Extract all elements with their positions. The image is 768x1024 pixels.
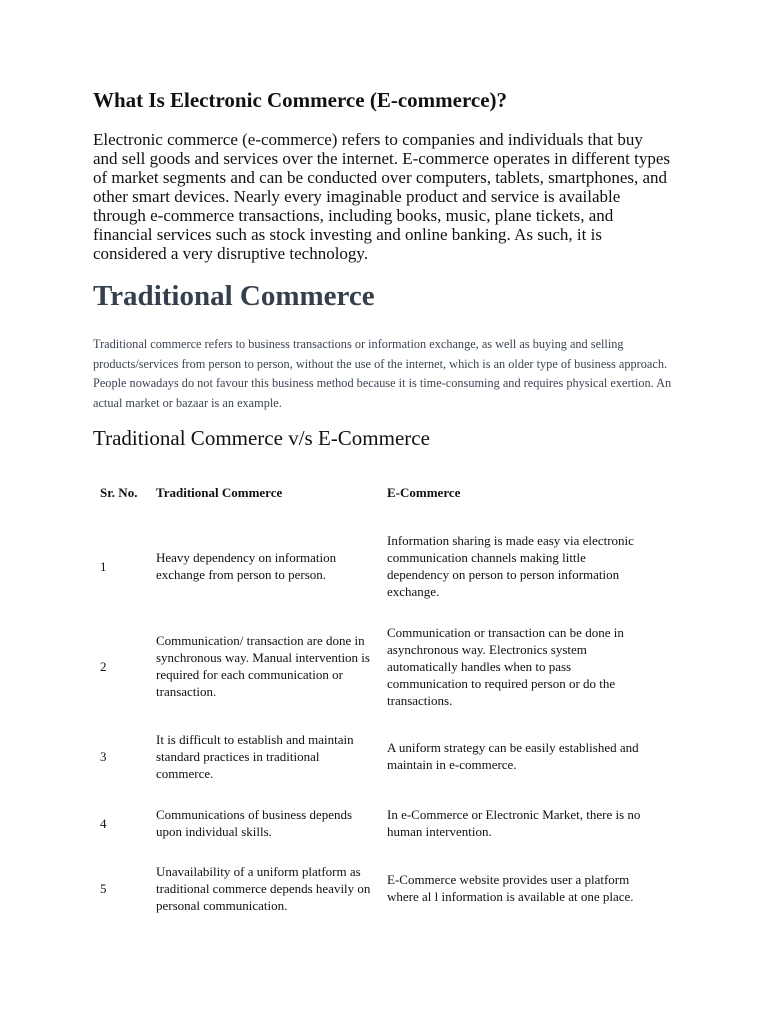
cell-ecommerce: A uniform strategy can be easily established and maintain in e-commerce.: [387, 740, 639, 772]
cell-traditional: Communication/ transaction are done in synchronous way. Manual intervention is required for each communication or transaction.: [156, 633, 370, 699]
ecommerce-paragraph: Electronic commerce (e-commerce) refers to companies and individuals that buy and sell goods and services over the internet. E-commerce operates in different types of market segments and can be conducted over computers, tablets, smartphones, and other smart devices. Nearly every imaginable product and service is available through e-commerce transactions, including books, music, plane tickets, and financial services such as stock investing and online banking. As such, it is considered a very disruptive technology.: [93, 130, 671, 263]
cell-sr: 5: [100, 880, 107, 896]
cell-ecommerce: Communication or transaction can be done in asynchronous way. Electronics system automatically handles when to pass communication to required person or do the transactions.: [387, 624, 624, 708]
table-row: [93, 798, 651, 848]
heading-comparison: Traditional Commerce v/s E-Commerce: [93, 426, 430, 450]
cell-sr: 4: [100, 815, 107, 831]
table-row: [93, 514, 651, 618]
cell-sr: 1: [100, 558, 107, 574]
table-row: [93, 618, 651, 714]
header-sr-no: Sr. No.: [100, 484, 138, 500]
cell-sr: 3: [100, 748, 107, 764]
traditional-commerce-paragraph: Traditional commerce refers to business transactions or information exchange, as well as buying and selling products/services from person to person, without the use of the internet, which is an older type of business approach. People nowadays do not favour this business method because it is time-consuming and requires physical exertion. An actual market or bazaar is an example.: [93, 337, 672, 410]
cell-traditional: Heavy dependency on information exchange from person to person.: [156, 550, 337, 582]
table-row: [93, 848, 651, 928]
table-header-row: [93, 470, 651, 514]
cell-sr: 2: [100, 658, 107, 674]
header-ecommerce: E-Commerce: [387, 484, 461, 500]
cell-traditional: Unavailability of a uniform platform as traditional commerce depends heavily on personal communication.: [156, 863, 371, 913]
table-row: [93, 714, 651, 798]
cell-ecommerce: In e-Commerce or Electronic Market, there is no human intervention.: [387, 807, 641, 839]
heading-traditional-commerce: Traditional Commerce: [93, 280, 375, 312]
cell-ecommerce: E-Commerce website provides user a platform where al l information is available at one place.: [387, 872, 634, 904]
cell-ecommerce: Information sharing is made easy via electronic communication channels making little dependency on person to person information exchange.: [387, 533, 634, 599]
cell-traditional: Communications of business depends upon individual skills.: [156, 807, 353, 839]
cell-traditional: It is difficult to establish and maintain standard practices in traditional commerce.: [156, 731, 354, 781]
header-traditional: Traditional Commerce: [156, 484, 283, 500]
comparison-table: [93, 470, 651, 928]
heading-ecommerce: What Is Electronic Commerce (E-commerce)?: [93, 88, 508, 112]
